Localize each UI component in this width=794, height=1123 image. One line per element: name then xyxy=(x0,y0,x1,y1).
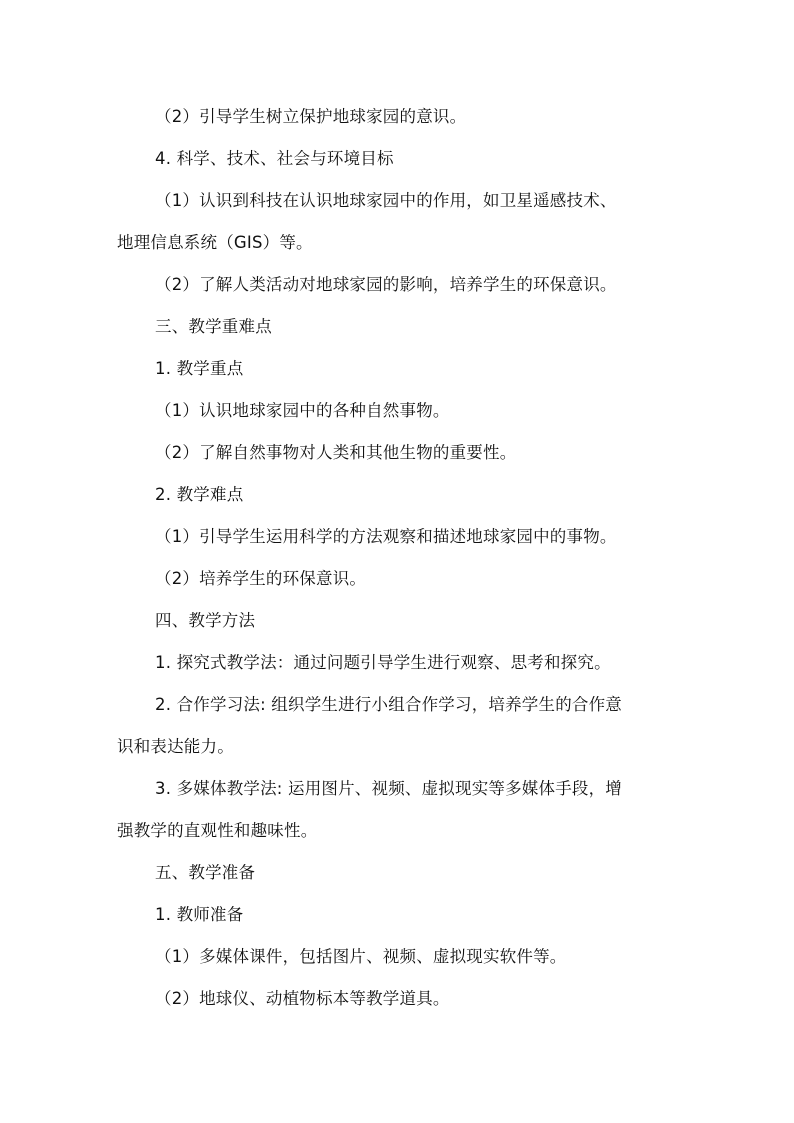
text-line-prep-2: （2）地球仪、动植物标本等教学道具。 xyxy=(155,989,450,1008)
text-line-sts-1-cont: 地理信息系统（GIS）等。 xyxy=(117,233,313,252)
text-line-focus-2: （2）了解自然事物对人类和其他生物的重要性。 xyxy=(155,443,517,462)
text-line-method-1: 1. 探究式教学法：通过问题引导学生进行观察、思考和探究。 xyxy=(155,653,611,672)
text-line-difficulty-2: （2）培养学生的环保意识。 xyxy=(155,569,367,588)
heading-sts-goals: 4. 科学、技术、社会与环境目标 xyxy=(155,149,394,168)
subheading-teacher-preparation: 1. 教师准备 xyxy=(155,905,244,924)
text-line-method-3: 3. 多媒体教学法: 运用图片、视频、虚拟现实等多媒体手段，增 xyxy=(155,779,622,798)
section-heading-key-points: 三、教学重难点 xyxy=(155,317,272,336)
section-heading-methods: 四、教学方法 xyxy=(155,611,256,630)
text-line-method-2: 2. 合作学习法: 组织学生进行小组合作学习，培养学生的合作意 xyxy=(155,695,622,714)
section-heading-preparation: 五、教学准备 xyxy=(155,863,256,882)
text-line-focus-1: （1）认识地球家园中的各种自然事物。 xyxy=(155,401,450,420)
subheading-teaching-focus: 1. 教学重点 xyxy=(155,359,244,378)
text-line-method-2-cont: 识和表达能力。 xyxy=(117,737,234,756)
text-line-sts-2: （2）了解人类活动对地球家园的影响，培养学生的环保意识。 xyxy=(155,275,617,294)
text-line-goal-2: （2）引导学生树立保护地球家园的意识。 xyxy=(155,107,467,126)
text-line-sts-1: （1）认识到科技在认识地球家园中的作用，如卫星遥感技术、 xyxy=(155,191,617,210)
subheading-teaching-difficulty: 2. 教学难点 xyxy=(155,485,244,504)
text-line-prep-1: （1）多媒体课件，包括图片、视频、虚拟现实软件等。 xyxy=(155,947,567,966)
text-line-method-3-cont: 强教学的直观性和趣味性。 xyxy=(117,821,318,840)
text-line-difficulty-1: （1）引导学生运用科学的方法观察和描述地球家园中的事物。 xyxy=(155,527,617,546)
